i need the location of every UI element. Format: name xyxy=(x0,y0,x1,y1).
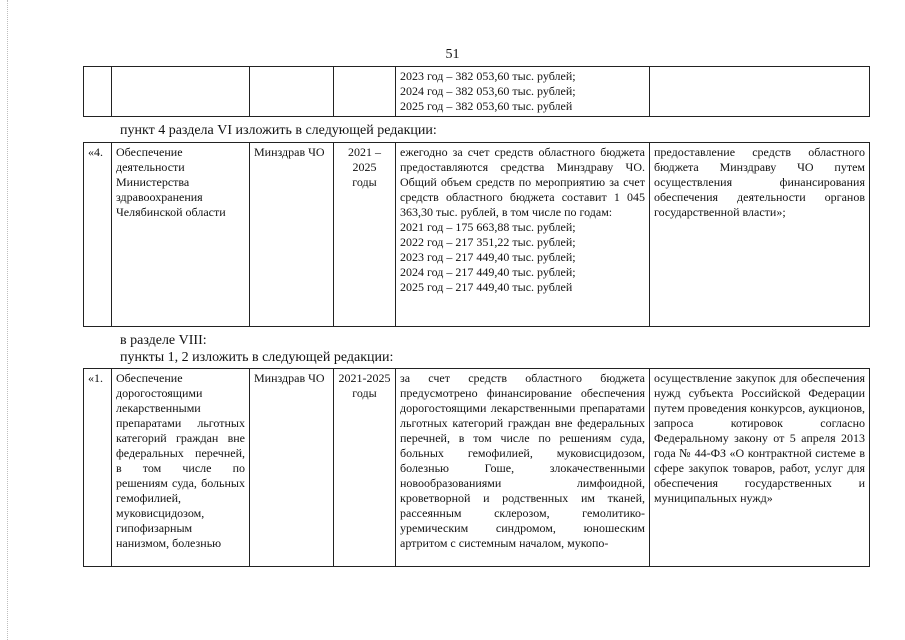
heading-section-8: в разделе VIII: xyxy=(120,333,207,348)
table-row xyxy=(84,67,870,117)
table-row xyxy=(84,143,870,327)
cell-result xyxy=(650,67,870,117)
cell-num: «1. xyxy=(84,369,112,567)
finance-year-line: 2025 год – 382 053,60 тыс. рублей xyxy=(400,99,573,113)
cell-period: 2021-2025 годы xyxy=(334,369,396,567)
finance-year-line: 2021 год – 175 663,88 тыс. рублей; xyxy=(400,220,576,234)
cell-period xyxy=(334,143,396,327)
name-line: Обеспечение xyxy=(116,145,183,159)
finance-text: ежегодно за счет средств областного бюджета предоставляются средства Минздраву ЧО. Общий объем средств по мероприятию за счет средств областного бюджета составит 1 045 363,30 тыс. рублей, в том числе по годам: xyxy=(400,145,645,219)
finance-year-line: 2025 год – 217 449,40 тыс. рублей xyxy=(400,280,573,294)
table-row xyxy=(84,369,870,567)
heading-items: пункты 1, 2 изложить в следующей редакции: xyxy=(120,350,394,365)
cell-executor: Минздрав ЧО xyxy=(250,369,334,567)
name-line: деятельности xyxy=(116,160,185,174)
cell-finance xyxy=(396,143,650,327)
table-section-6 xyxy=(83,142,870,327)
cell-name xyxy=(112,143,250,327)
period-line: годы xyxy=(352,175,377,189)
cell-executor xyxy=(250,67,334,117)
table-continuation xyxy=(83,66,870,117)
finance-year-line: 2023 год – 217 449,40 тыс. рублей; xyxy=(400,250,576,264)
cell-num: «4. xyxy=(84,143,112,327)
period-line: 2025 xyxy=(352,160,377,174)
cell-name: Обеспечение дорогостоящими лекарственными препаратами льготных категорий граждан вне федеральных перечней, в том числе по решениям суда, больных гемофилией, муковисцидозом, гипофизарным нанизмом, болезнью xyxy=(112,369,250,567)
cell-result: осуществление закупок для обеспечения нужд субъекта Российской Федерации путем проведения конкурсов, аукционов, запроса котировок согласно Федеральному закону от 5 апреля 2013 года № 44-ФЗ «О контрактной системе в сфере закупок товаров, работ, услуг для обеспечения государственных и муниципальных нужд» xyxy=(650,369,870,567)
name-line: Министерства xyxy=(116,175,190,189)
period-line: 2021 – xyxy=(348,145,381,159)
cell-name xyxy=(112,67,250,117)
cell-num xyxy=(84,67,112,117)
finance-year-line: 2022 год – 217 351,22 тыс. рублей; xyxy=(400,235,576,249)
cell-executor: Минздрав ЧО xyxy=(250,143,334,327)
cell-period xyxy=(334,67,396,117)
name-line: Челябинской области xyxy=(116,205,226,219)
table-section-8 xyxy=(83,368,870,567)
cell-result: предоставление средств областного бюджета Минздраву ЧО путем осуществления финансирования обеспечения деятельности органов государственной власти»; xyxy=(650,143,870,327)
name-line: здравоохранения xyxy=(116,190,203,204)
scan-edge xyxy=(0,0,8,640)
finance-year-line: 2024 год – 382 053,60 тыс. рублей; xyxy=(400,84,576,98)
heading-section-6: пункт 4 раздела VI изложить в следующей редакции: xyxy=(120,123,437,138)
cell-finance xyxy=(396,67,650,117)
cell-finance: за счет средств областного бюджета предусмотрено финансирование обеспечения дорогостоящими лекарственными препаратами льготных категорий граждан вне федеральных перечней, в том числе по решениям суда, больных гемофилией, муковисцидозом, болезнью Гоше, злокачественными новообразованиями лимфоидной, кроветворной и родственных им тканей, рассеянным склерозом, гемолитико-уремическим синдромом, юношеским артритом с системным началом, мукопо- xyxy=(396,369,650,567)
finance-year-line: 2023 год – 382 053,60 тыс. рублей; xyxy=(400,69,576,83)
finance-year-line: 2024 год – 217 449,40 тыс. рублей; xyxy=(400,265,576,279)
page-number: 51 xyxy=(445,47,460,62)
